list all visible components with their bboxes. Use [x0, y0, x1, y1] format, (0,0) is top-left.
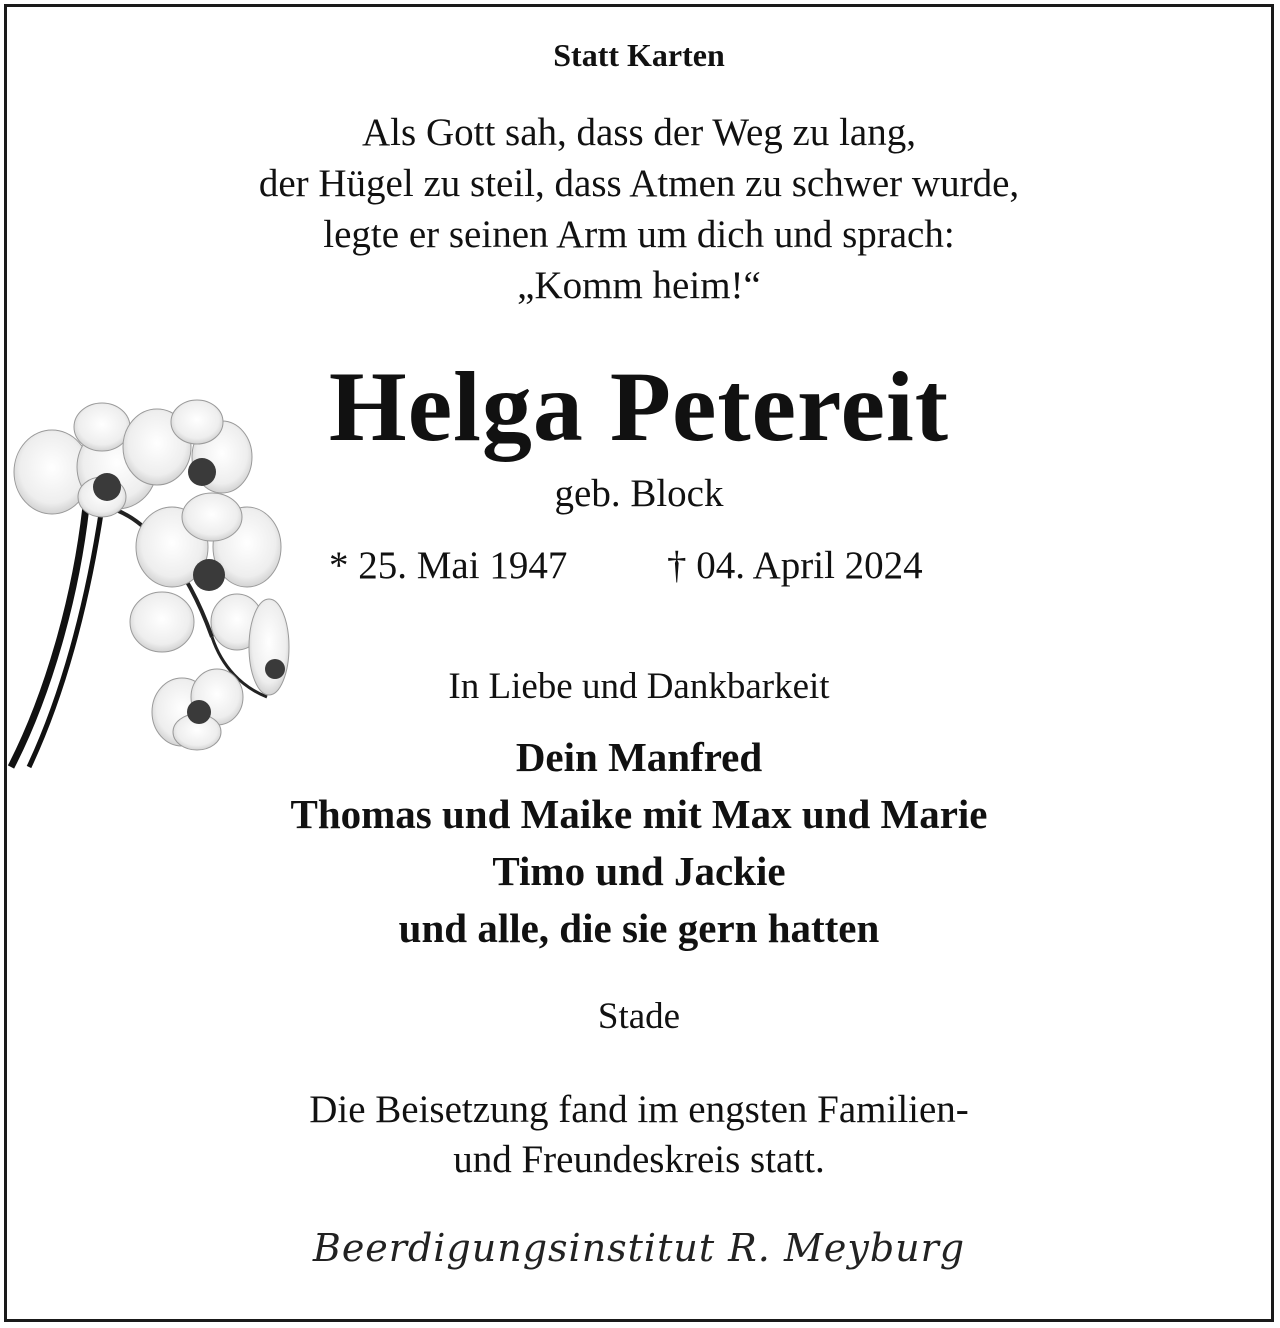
- mourner-line: Dein Manfred: [515, 734, 763, 780]
- funeral-home: Beerdigungsinstitut R. Meyburg: [312, 1226, 966, 1270]
- funeral-note: [7, 1085, 1271, 1185]
- mourner-line: Timo und Jackie: [492, 848, 786, 894]
- verse-line: Als Gott sah, dass der Weg zu lang,: [362, 111, 916, 154]
- deceased-name: Helga Petereit: [328, 351, 950, 462]
- death-date: † 04. April 2024: [667, 544, 923, 587]
- birth-date: * 25. Mai 1947: [329, 544, 568, 587]
- birth-name: geb. Block: [554, 472, 724, 515]
- header-statt-karten: Statt Karten: [553, 37, 725, 73]
- mourner-line: und alle, die sie gern hatten: [398, 905, 880, 951]
- place: Stade: [597, 996, 681, 1037]
- mourner-line: Thomas und Maike mit Max und Marie: [290, 791, 988, 837]
- verse-line: der Hügel zu steil, dass Atmen zu schwer wurde,: [258, 162, 1020, 205]
- funeral-note-line: Die Beisetzung fand im engsten Familien-: [309, 1088, 969, 1131]
- verse-line: „Komm heim!“: [517, 264, 761, 307]
- thanks-line: In Liebe und Dankbarkeit: [448, 666, 830, 707]
- memorial-verse: [7, 107, 1271, 311]
- obituary-notice: [4, 4, 1274, 1322]
- funeral-note-line: und Freundeskreis statt.: [453, 1138, 825, 1181]
- verse-line: legte er seinen Arm um dich und sprach:: [323, 213, 955, 256]
- mourners-list: [7, 729, 1271, 957]
